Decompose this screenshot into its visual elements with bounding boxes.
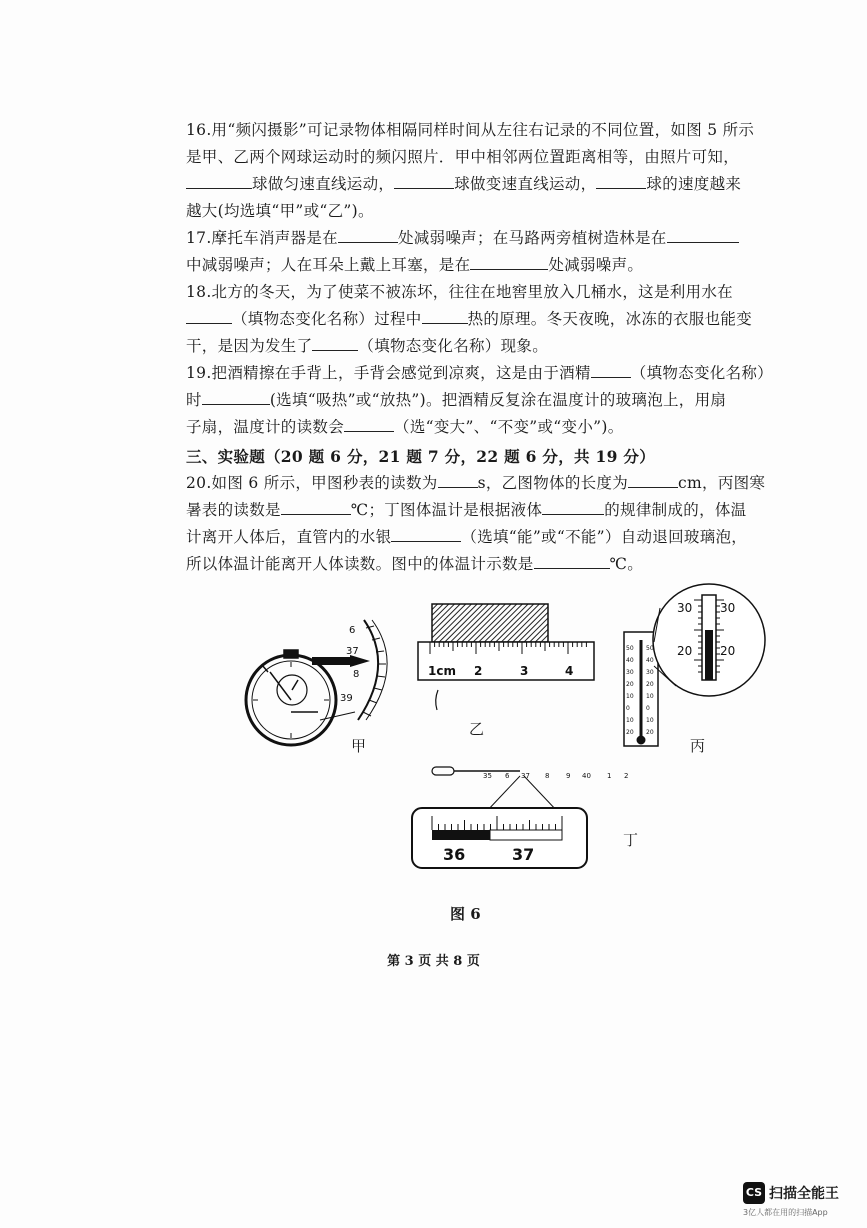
clinical-scale-label: 2	[624, 772, 629, 780]
clinical-scale-label: 37	[521, 772, 530, 780]
q16-line2: 是甲、乙两个网球运动时的频闪照片．甲中相邻两位置距离相等，由照片可知，	[186, 148, 740, 166]
q20-line1: 20.如图 6 所示，甲图秒表的读数为 s，乙图物体的长度为 cm，丙图寒	[186, 470, 746, 497]
thermo-scale-label: 20	[646, 681, 654, 688]
stopwatch-scale-label: 6	[349, 625, 356, 636]
q16-line3: 球做匀速直线运动， 球做变速直线运动， 球的速度越来	[186, 171, 746, 198]
stopwatch-scale-label: 39	[340, 693, 353, 704]
q17-line2: 中减弱噪声；人在耳朵上戴上耳塞，是在 处减弱噪声。	[186, 252, 746, 279]
label-ding: 丁	[623, 831, 639, 849]
clinical-scale-label: 6	[505, 772, 510, 780]
q19-line2: 时 (选填“吸热”或“放热”)。把酒精反复涂在温度计的玻璃泡上，用扇	[186, 387, 746, 414]
thermo-scale-label: 30	[646, 669, 654, 676]
clinical-thermometer-figure	[412, 767, 587, 868]
clinical-zoom-label: 37	[512, 845, 535, 864]
clinical-zoom-label: 36	[443, 845, 466, 864]
clinical-scale-label: 8	[545, 772, 550, 780]
section-3-heading: 三、实验题（20 题 6 分，21 题 7 分，22 题 6 分，共 19 分）	[186, 447, 655, 466]
thermo-scale-label: 20	[626, 729, 634, 736]
zoom-scale-label: 20	[677, 644, 693, 658]
zoom-scale-label: 30	[720, 601, 736, 615]
page-footer: 第 3 页 共 8 页	[387, 954, 480, 969]
clinical-scale-label: 40	[582, 772, 591, 780]
clinical-scale-label: 1	[607, 772, 612, 780]
thermo-scale-label: 40	[646, 657, 654, 664]
stopwatch-scale-label: 37	[346, 646, 359, 657]
ruler-label: 4	[565, 664, 574, 678]
q16-line1: 16.用“频闪摄影”可记录物体相隔同样时间从左往右记录的不同位置，如图 5 所示	[186, 121, 755, 139]
q20-line4: 所以体温计能离开人体读数。图中的体温计示数是 ℃。	[186, 551, 746, 578]
q18-line3: 干，是因为发生了 （填物态变化名称）现象。	[186, 333, 746, 360]
label-jia: 甲	[351, 737, 367, 755]
thermo-scale-label: 50	[626, 645, 634, 652]
thermo-scale-label: 10	[646, 693, 654, 700]
thermo-scale-label: 0	[646, 705, 650, 712]
q18-line1: 18.北方的冬天，为了使菜不被冻坏，往往在地窖里放入几桶水，这是利用水在	[186, 283, 733, 301]
clinical-scale-label: 9	[566, 772, 571, 780]
ruler-label: 1cm	[428, 664, 456, 678]
figure-caption: 图 6	[450, 905, 481, 923]
thermo-scale-label: 50	[646, 645, 654, 652]
zoom-scale-label: 30	[677, 601, 693, 615]
scanner-app-slogan: 3亿人都在用的扫描App	[743, 1208, 828, 1217]
clinical-scale-label: 35	[483, 772, 492, 780]
scanner-app-name: 扫描全能王	[769, 1186, 839, 1202]
q20-line3: 计离开人体后，直管内的水银 （选填“能”或“不能”）自动退回玻璃泡，	[186, 524, 746, 551]
ruler-label: 3	[520, 664, 529, 678]
thermo-scale-label: 30	[626, 669, 634, 676]
scanner-logo-icon: CS	[743, 1182, 765, 1204]
thermo-scale-label: 40	[626, 657, 634, 664]
thermo-scale-label: 20	[646, 729, 654, 736]
q19-line1: 19.把酒精擦在手背上，手背会感觉到凉爽，这是由于酒精 （填物态变化名称）	[186, 360, 746, 387]
thermo-scale-label: 10	[646, 717, 654, 724]
measured-block	[432, 604, 548, 642]
label-bing: 丙	[690, 737, 706, 755]
q20-line2: 暑表的读数是 ℃；丁图体温计是根据液体 的规律制成的，体温	[186, 497, 746, 524]
zoom-scale-label: 20	[720, 644, 736, 658]
ruler-figure	[418, 604, 594, 710]
thermo-scale-label: 0	[626, 705, 630, 712]
stopwatch-scale-label: 8	[353, 669, 360, 680]
q16-line4: 越大(均选填“甲”或“乙”)。	[186, 202, 374, 220]
stopwatch-figure	[246, 620, 387, 745]
thermo-scale-label: 20	[626, 681, 634, 688]
scanner-watermark	[743, 1180, 853, 1220]
ruler-label: 2	[474, 664, 483, 678]
q17-line1: 17.摩托车消声器是在 处减弱噪声；在马路两旁植树造林是在	[186, 225, 746, 252]
q18-line2: （填物态变化名称）过程中 热的原理。冬天夜晚，冰冻的衣服也能变	[186, 306, 746, 333]
label-yi: 乙	[469, 720, 485, 738]
thermo-scale-label: 10	[626, 693, 634, 700]
q19-line3: 子扇，温度计的读数会 （选“变大”、“不变”或“变小”)。	[186, 414, 746, 441]
thermo-scale-label: 10	[626, 717, 634, 724]
